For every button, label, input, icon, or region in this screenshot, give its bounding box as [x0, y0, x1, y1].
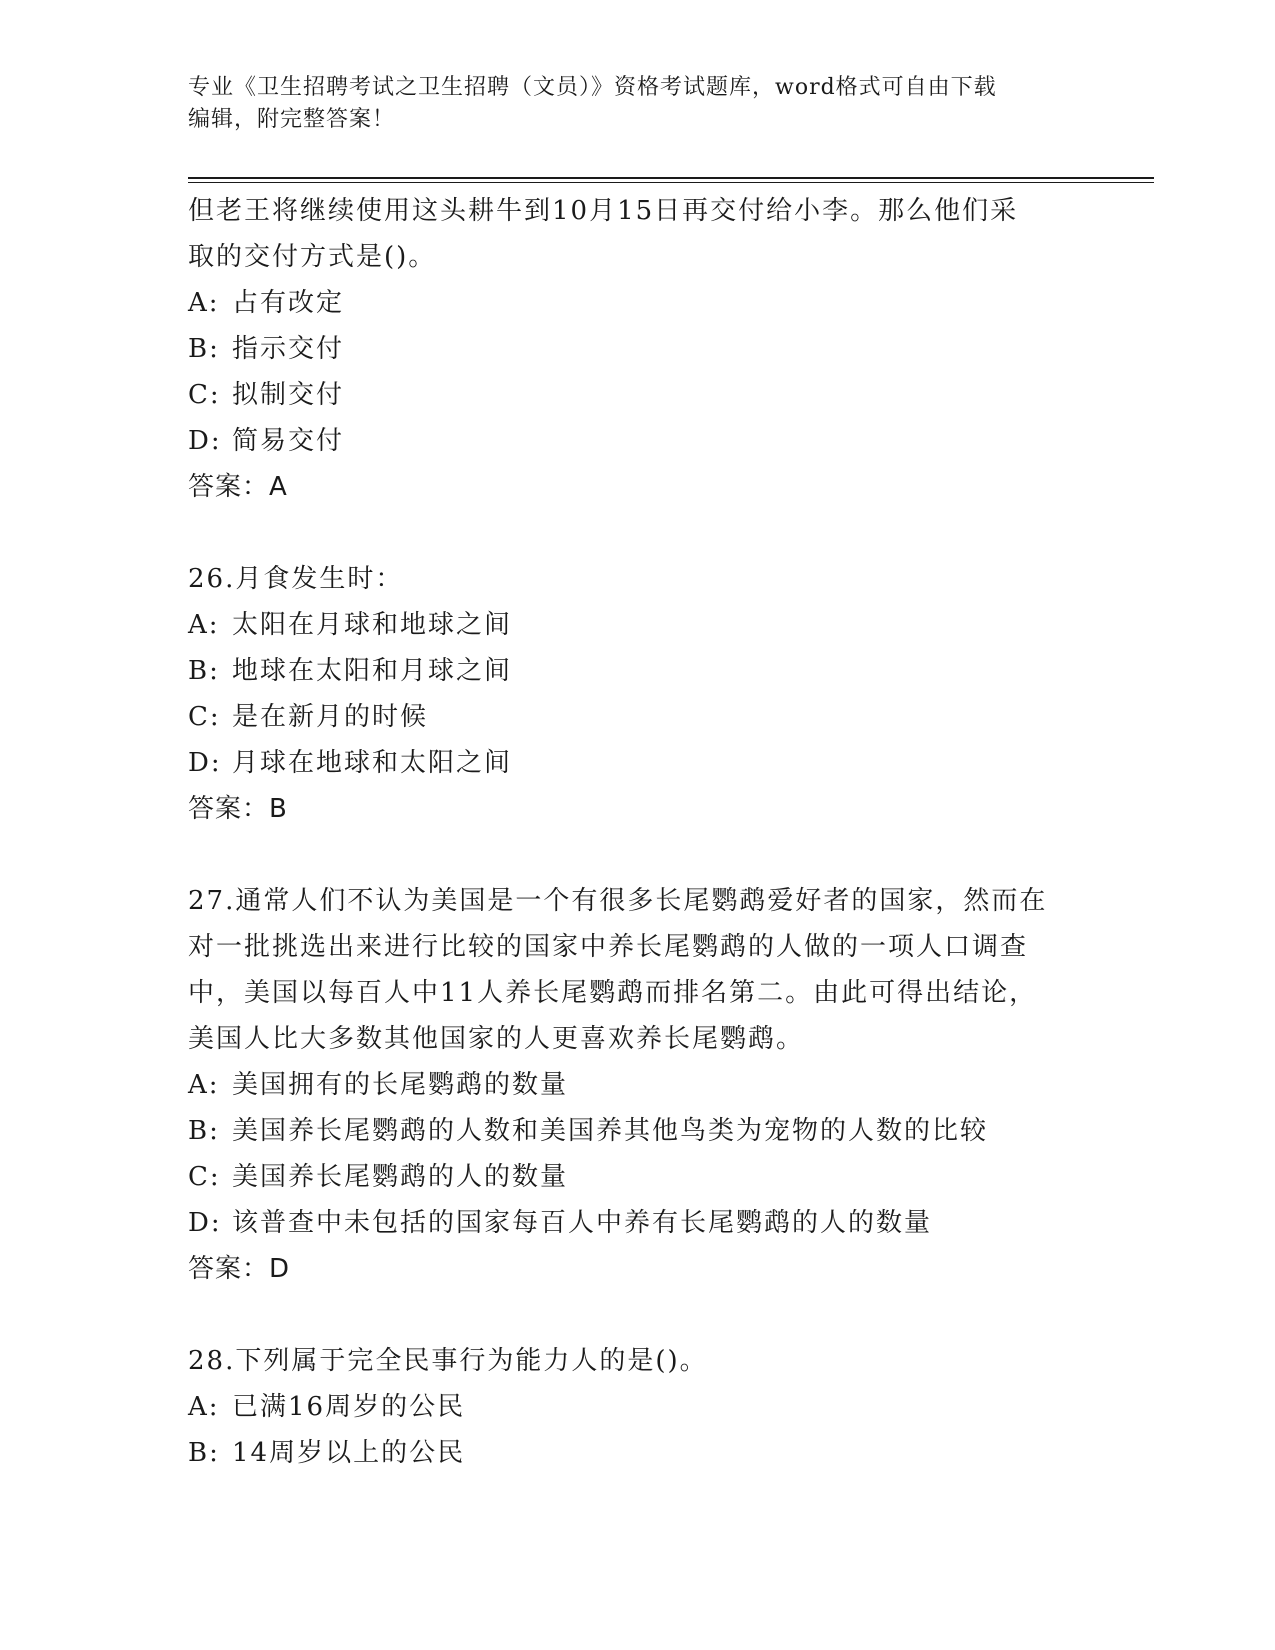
option-text: 月球在地球和太阳之间	[232, 748, 513, 778]
option-c	[188, 372, 1088, 418]
question-stem-line: 取的交付方式是()。	[188, 242, 437, 272]
page-header	[188, 72, 1068, 136]
option-letter: C:	[188, 380, 221, 410]
option-text: 是在新月的时候	[232, 702, 429, 732]
option-letter: B:	[188, 1438, 220, 1468]
option-letter: A:	[188, 1070, 220, 1100]
answer-line: 答案：B	[188, 794, 288, 824]
option-b	[188, 1430, 1088, 1476]
option-text: 该普查中未包括的国家每百人中养有长尾鹦鹉的人的数量	[232, 1208, 933, 1238]
header-divider-thin	[188, 182, 1154, 183]
option-b	[188, 648, 1088, 694]
option-letter: B:	[188, 334, 220, 364]
option-c	[188, 694, 1088, 740]
option-d	[188, 740, 1088, 786]
option-letter: A:	[188, 1392, 220, 1422]
spacer	[188, 832, 1088, 878]
answer-line: 答案：A	[188, 472, 288, 502]
option-text: 占有改定	[232, 288, 345, 318]
option-text: 已满16周岁的公民	[232, 1392, 466, 1422]
option-letter: D:	[188, 748, 222, 778]
answer-line: 答案：D	[188, 1254, 291, 1284]
question-stem-line: 美国人比大多数其他国家的人更喜欢养长尾鹦鹉。	[188, 1024, 805, 1054]
option-text: 美国拥有的长尾鹦鹉的数量	[232, 1070, 569, 1100]
header-line-1: 专业《卫生招聘考试之卫生招聘（文员）》资格考试题库，word格式可自由下载	[188, 75, 997, 100]
option-letter: B:	[188, 1116, 220, 1146]
option-text: 美国养长尾鹦鹉的人数和美国养其他鸟类为宠物的人数的比较	[232, 1116, 989, 1146]
question-28	[188, 1338, 1088, 1476]
question-stem-line: 但老王将继续使用这头耕牛到10月15日再交付给小李。那么他们采	[188, 196, 1019, 226]
option-letter: A:	[188, 288, 220, 318]
option-letter: C:	[188, 702, 221, 732]
question-stem-line: 28.下列属于完全民事行为能力人的是()。	[188, 1346, 708, 1376]
option-text: 拟制交付	[232, 380, 345, 410]
option-a	[188, 602, 1088, 648]
option-letter: A:	[188, 610, 220, 640]
option-letter: B:	[188, 656, 220, 686]
option-a	[188, 280, 1088, 326]
option-a	[188, 1384, 1088, 1430]
option-text: 14周岁以上的公民	[232, 1438, 466, 1468]
question-25-tail	[188, 188, 1088, 510]
option-b	[188, 326, 1088, 372]
option-b	[188, 1108, 1088, 1154]
question-stem-line: 27.通常人们不认为美国是一个有很多长尾鹦鹉爱好者的国家，然而在	[188, 886, 1048, 916]
option-text: 美国养长尾鹦鹉的人的数量	[232, 1162, 569, 1192]
header-divider-thick	[188, 177, 1154, 179]
question-27	[188, 878, 1088, 1292]
question-stem-line: 中，美国以每百人中11人养长尾鹦鹉而排名第二。由此可得出结论，	[188, 978, 1038, 1008]
option-text: 指示交付	[232, 334, 345, 364]
option-a	[188, 1062, 1088, 1108]
spacer	[188, 1292, 1088, 1338]
question-26	[188, 556, 1088, 832]
option-letter: D:	[188, 1208, 222, 1238]
spacer	[188, 510, 1088, 556]
option-text: 简易交付	[232, 426, 345, 456]
option-letter: C:	[188, 1162, 221, 1192]
option-d	[188, 1200, 1088, 1246]
question-stem-line: 26.月食发生时：	[188, 564, 404, 594]
question-content	[188, 188, 1088, 1476]
question-stem-line: 对一批挑选出来进行比较的国家中养长尾鹦鹉的人做的一项人口调查	[188, 932, 1029, 962]
option-text: 太阳在月球和地球之间	[232, 610, 513, 640]
option-c	[188, 1154, 1088, 1200]
option-text: 地球在太阳和月球之间	[232, 656, 513, 686]
header-line-2: 编辑，附完整答案！	[188, 107, 396, 132]
option-d	[188, 418, 1088, 464]
option-letter: D:	[188, 426, 222, 456]
